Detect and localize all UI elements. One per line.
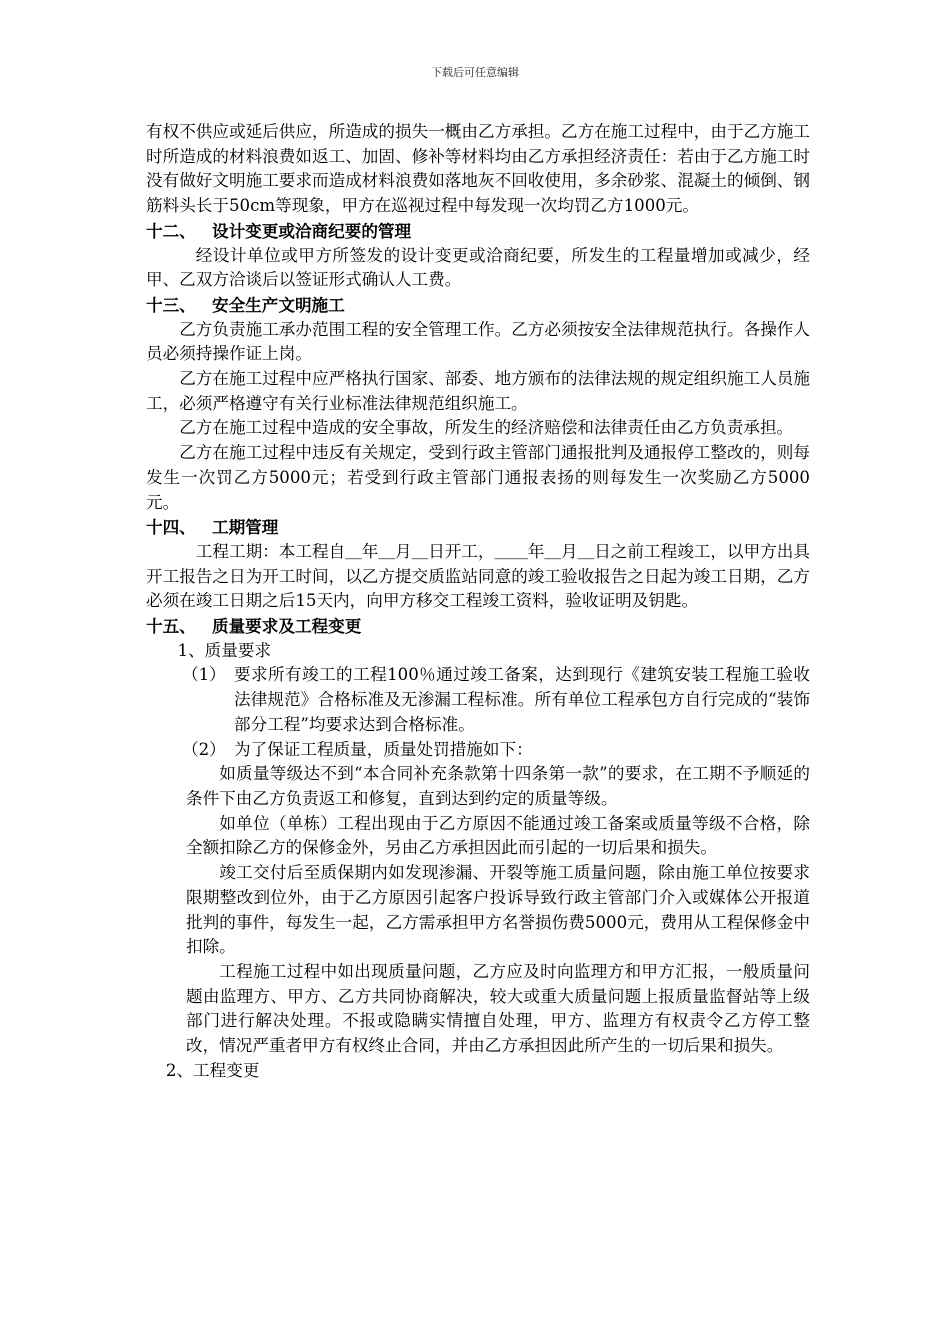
section-12-heading — [146, 219, 810, 244]
list-marker: （1） — [182, 665, 226, 685]
section-number: 十四、 — [146, 517, 196, 538]
paragraph: 工程施工过程中如出现质量问题，乙方应及时向监理方和甲方汇报，一般质量问题由监理方、甲方、乙方共同协商解决，较大或重大质量问题上报质量监督站等上级部门进行解决处理。不报或隐瞒实情擅自处理，甲方、监理方有权责令乙方停工整改，情况严重者甲方有权终止合同，并由乙方承担因此所产生的一切后果和损失。 — [186, 961, 810, 1056]
section-number: 十二、 — [146, 220, 196, 241]
paragraph: 乙方在施工过程中造成的安全事故，所发生的经济赔偿和法律责任由乙方负责承担。 — [179, 418, 794, 438]
section-title: 质量要求及工程变更 — [212, 616, 362, 637]
subsection-heading: 1、质量要求 — [177, 640, 272, 660]
paragraph: 如质量等级达不到“本合同补充条款第十四条第一款”的要求，在工期不予顺延的条件下由乙方负责返工和修复，直到达到约定的质量等级。 — [186, 764, 810, 808]
list-item-text: 要求所有竣工的工程100％通过竣工备案，达到现行《建筑安装工程施工验收法律规范》合格标准及无渗漏工程标准。所有单位工程承包方自行完成的“装饰部分工程”均要求达到合格标准。 — [234, 665, 810, 734]
list-item — [146, 738, 810, 763]
paragraph: 工程工期：本工程自＿年＿月＿日开工，＿＿年＿月＿日之前工程竣工，以甲方出具开工报告之日为开工时间，以乙方提交质监站同意的竣工验收报告之日起为竣工日期，乙方必须在竣工日期之后15天内，向甲方移交工程竣工资料，验收证明及钥匙。 — [146, 541, 810, 611]
document-body — [146, 120, 810, 1083]
list-marker: （2） — [182, 739, 226, 759]
section-title: 安全生产文明施工 — [212, 294, 345, 315]
paragraph: 如单位（单栋）工程出现由于乙方原因不能通过竣工备案或质量等级不合格，除全额扣除乙方的保修金外，另由乙方承担因此而引起的一切后果和损失。 — [186, 813, 810, 858]
subsection-heading: 2、工程变更 — [165, 1060, 260, 1080]
paragraph: 乙方在施工过程中违反有关规定，受到行政主管部门通报批判及通报停工整改的，则每发生一次罚乙方5000元；若受到行政主管部门通报表扬的则每发生一次奖励乙方5000元。 — [146, 443, 810, 512]
section-15-heading — [146, 614, 810, 639]
paragraph: 经设计单位或甲方所签发的设计变更或洽商纪要，所发生的工程量增加或减少，经甲、乙双方洽谈后以签证形式确认人工费。 — [146, 245, 810, 290]
section-14-heading — [146, 515, 810, 540]
page-header: 下载后可任意编辑 — [431, 66, 519, 79]
list-item — [146, 663, 810, 737]
paragraph: 乙方在施工过程中应严格执行国家、部委、地方颁布的法律法规的规定组织施工人员施工，必须严格遵守有关行业标准法律规范组织施工。 — [146, 369, 810, 413]
section-title: 设计变更或洽商纪要的管理 — [212, 220, 412, 241]
section-number: 十五、 — [146, 616, 196, 637]
list-item-text: 为了保证工程质量，质量处罚措施如下： — [234, 739, 533, 759]
section-number: 十三、 — [146, 294, 196, 315]
section-13-heading — [146, 293, 810, 318]
section-title: 工期管理 — [212, 517, 279, 538]
paragraph: 乙方负责施工承办范围工程的安全管理工作。乙方必须按安全法律规范执行。各操作人员必须持操作证上岗。 — [146, 319, 810, 364]
paragraph-intro: 有权不供应或延后供应，所造成的损失一概由乙方承担。乙方在施工过程中，由于乙方施工时所造成的材料浪费如返工、加固、修补等材料均由乙方承担经济责任：若由于乙方施工时没有做好文明施工要求而造成材料浪费如落地灰不回收使用，多余砂浆、混凝土的倾倒、钢筋料头长于50cm等现象，甲方在巡视过程中每发现一次均罚乙方1000元。 — [146, 122, 810, 216]
paragraph: 竣工交付后至质保期内如发现渗漏、开裂等施工质量问题，除由施工单位按要求限期整改到位外，由于乙方原因引起客户投诉导致行政主管部门介入或媒体公开报道批判的事件，每发生一起，乙方需承担甲方名誉损伤费5000元，费用从工程保修金中扣除。 — [186, 863, 810, 957]
